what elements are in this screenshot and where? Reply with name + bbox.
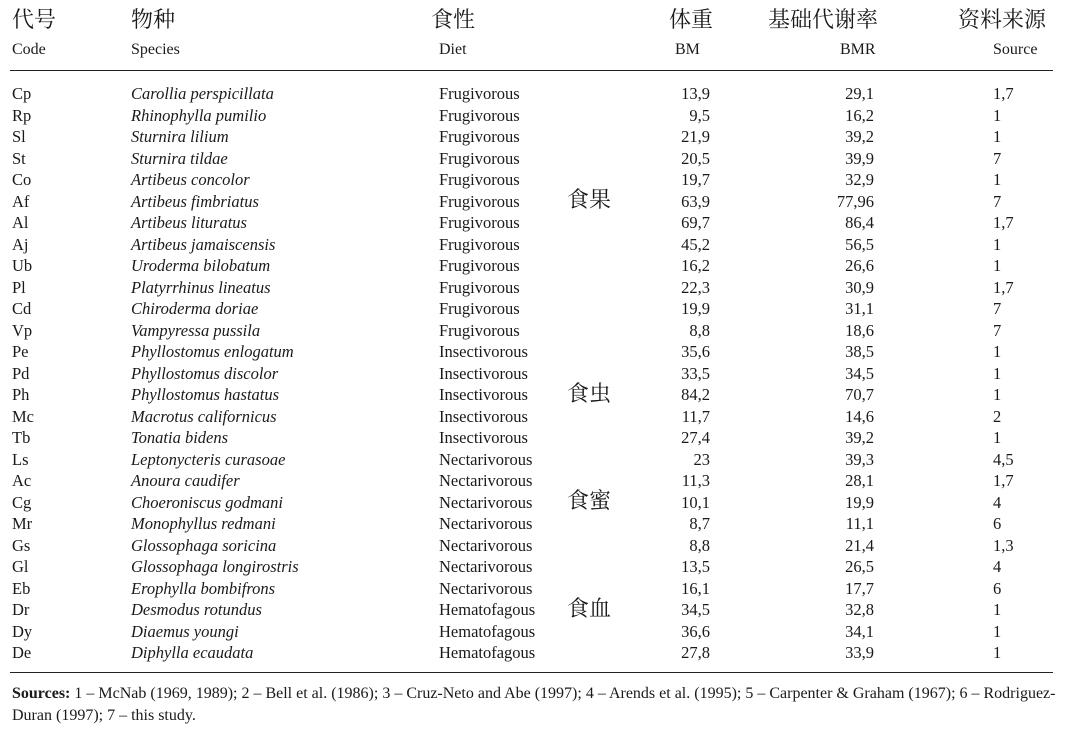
cell-bm: 8,8 xyxy=(689,320,710,340)
cell-diet: Insectivorous xyxy=(439,363,528,383)
cell-code: St xyxy=(12,148,26,168)
cell-bm: 35,6 xyxy=(681,342,710,361)
table-row xyxy=(0,148,1070,170)
header-source-cn: 资料来源 xyxy=(958,8,1047,33)
cell-code: Dy xyxy=(12,621,33,641)
cell-code: Af xyxy=(12,191,30,211)
cell-bmr: 32,9 xyxy=(845,170,874,189)
cell-bmr: 39,3 xyxy=(845,449,874,469)
cell-bmr: 17,7 xyxy=(845,578,874,598)
cell-diet: Nectarivorous xyxy=(439,557,533,576)
cell-diet: Nectarivorous xyxy=(439,449,533,469)
table-row xyxy=(0,277,1070,299)
cell-source: 1 xyxy=(993,170,1002,189)
cell-species: Erophylla bombifrons xyxy=(131,578,276,598)
header-rule xyxy=(10,70,1053,71)
table-row xyxy=(0,406,1070,428)
cell-code: Aj xyxy=(12,234,29,254)
cell-bmr: 34,1 xyxy=(845,621,874,641)
cell-source: 1 xyxy=(993,621,1002,641)
cell-bmr: 19,9 xyxy=(845,492,874,512)
cell-source: 1 xyxy=(993,342,1002,361)
cell-source: 4 xyxy=(993,557,1002,576)
cell-diet: Hematofagous xyxy=(439,643,536,662)
sources-footnote xyxy=(12,683,1057,726)
cell-species: Tonatia bidens xyxy=(131,428,229,447)
table-row xyxy=(0,470,1070,492)
cell-diet: Nectarivorous xyxy=(439,578,533,598)
table-row xyxy=(0,492,1070,514)
diet-group-label: 食血 xyxy=(567,596,612,622)
cell-species: Phyllostomus discolor xyxy=(131,363,279,383)
cell-species: Glossophaga longirostris xyxy=(131,557,299,576)
cell-source: 6 xyxy=(993,514,1002,533)
cell-bmr: 29,1 xyxy=(845,84,874,103)
table-row xyxy=(0,105,1070,127)
table-row xyxy=(0,427,1070,449)
cell-source: 1,7 xyxy=(993,471,1014,490)
cell-species: Vampyressa pussila xyxy=(131,320,261,340)
cell-bmr: 77,96 xyxy=(836,191,874,211)
cell-source: 1 xyxy=(993,385,1002,404)
cell-bmr: 39,2 xyxy=(845,428,874,447)
cell-source: 7 xyxy=(993,191,1002,211)
cell-bmr: 18,6 xyxy=(845,320,874,340)
cell-diet: Frugivorous xyxy=(439,299,520,318)
cell-diet: Frugivorous xyxy=(439,320,520,340)
cell-source: 1 xyxy=(993,256,1002,275)
table-row xyxy=(0,234,1070,256)
table-row xyxy=(0,642,1070,664)
cell-bm: 36,6 xyxy=(681,621,710,641)
cell-code: Rp xyxy=(12,105,32,125)
cell-source: 1,7 xyxy=(993,277,1014,297)
table-row xyxy=(0,535,1070,557)
header-species-en: Species xyxy=(131,41,180,58)
cell-code: Cd xyxy=(12,299,32,318)
table-row xyxy=(0,320,1070,342)
cell-bm: 16,2 xyxy=(681,256,710,275)
diet-group-label: 食虫 xyxy=(567,381,612,407)
table-row xyxy=(0,599,1070,621)
cell-species: Leptonycteris curasoae xyxy=(131,449,286,469)
cell-bm: 11,3 xyxy=(681,471,710,490)
cell-source: 1 xyxy=(993,643,1002,662)
cell-bm: 19,7 xyxy=(681,170,710,189)
cell-diet: Hematofagous xyxy=(439,600,536,619)
header-diet-cn: 食性 xyxy=(431,8,476,33)
cell-diet: Frugivorous xyxy=(439,191,520,211)
cell-diet: Frugivorous xyxy=(439,127,520,146)
cell-species: Chiroderma doriae xyxy=(131,299,259,318)
cell-bmr: 30,9 xyxy=(845,277,874,297)
cell-diet: Nectarivorous xyxy=(439,535,533,555)
cell-bmr: 31,1 xyxy=(845,299,874,318)
header-bmr-en: BMR xyxy=(840,41,876,58)
cell-bmr: 39,2 xyxy=(845,127,874,146)
table-row xyxy=(0,169,1070,191)
cell-code: Ph xyxy=(12,385,30,404)
cell-bmr: 34,5 xyxy=(845,363,874,383)
cell-species: Artibeus jamaiscensis xyxy=(131,234,276,254)
cell-species: Anoura caudifer xyxy=(131,471,240,490)
table-row xyxy=(0,255,1070,277)
cell-species: Choeroniscus godmani xyxy=(131,492,284,512)
cell-species: Phyllostomus enlogatum xyxy=(131,342,294,361)
cell-source: 1 xyxy=(993,428,1002,447)
cell-bm: 13,5 xyxy=(681,557,710,576)
cell-bm: 10,1 xyxy=(681,492,710,512)
cell-bmr: 38,5 xyxy=(845,342,874,361)
table-row xyxy=(0,556,1070,578)
cell-diet: Insectivorous xyxy=(439,385,528,404)
cell-source: 7 xyxy=(993,148,1002,168)
table-row xyxy=(0,83,1070,105)
header-source-en: Source xyxy=(993,41,1038,58)
cell-code: Co xyxy=(12,170,32,189)
cell-bm: 23 xyxy=(693,449,710,469)
cell-source: 6 xyxy=(993,578,1002,598)
cell-bm: 21,9 xyxy=(681,127,710,146)
header-bmr-cn: 基础代谢率 xyxy=(768,8,879,33)
table-row xyxy=(0,191,1070,213)
cell-bm: 34,5 xyxy=(681,600,710,619)
cell-bmr: 14,6 xyxy=(845,406,874,426)
cell-species: Glossophaga soricina xyxy=(131,535,277,555)
table-row xyxy=(0,341,1070,363)
header-bm-en: BM xyxy=(675,41,700,58)
cell-bm: 20,5 xyxy=(681,148,710,168)
cell-bm: 63,9 xyxy=(681,191,710,211)
cell-diet: Frugivorous xyxy=(439,84,520,103)
cell-source: 1 xyxy=(993,234,1002,254)
cell-bm: 11,7 xyxy=(681,406,710,426)
cell-bmr: 39,9 xyxy=(845,148,874,168)
cell-bm: 45,2 xyxy=(681,234,710,254)
cell-bmr: 32,8 xyxy=(845,600,874,619)
cell-diet: Frugivorous xyxy=(439,213,520,232)
cell-diet: Frugivorous xyxy=(439,148,520,168)
cell-species: Macrotus californicus xyxy=(131,406,277,426)
cell-species: Artibeus fimbriatus xyxy=(131,191,259,211)
cell-source: 4,5 xyxy=(993,449,1014,469)
diet-group-label: 食果 xyxy=(567,188,612,214)
table-row xyxy=(0,126,1070,148)
cell-source: 1,7 xyxy=(993,213,1014,232)
cell-source: 1 xyxy=(993,105,1002,125)
cell-bm: 84,2 xyxy=(681,385,710,404)
cell-bm: 22,3 xyxy=(681,277,710,297)
cell-code: Pe xyxy=(12,342,29,361)
cell-diet: Frugivorous xyxy=(439,234,520,254)
cell-bm: 13,9 xyxy=(681,84,710,103)
table-row xyxy=(0,513,1070,535)
header-code-en: Code xyxy=(12,41,46,58)
cell-bmr: 70,7 xyxy=(845,385,874,404)
cell-species: Uroderma bilobatum xyxy=(131,256,271,275)
cell-bmr: 28,1 xyxy=(845,471,874,490)
diet-group-label: 食蜜 xyxy=(567,489,612,515)
cell-code: Mc xyxy=(12,406,34,426)
cell-code: Tb xyxy=(12,428,31,447)
cell-bmr: 33,9 xyxy=(845,643,874,662)
cell-code: Cp xyxy=(12,84,32,103)
cell-source: 1,7 xyxy=(993,84,1014,103)
cell-bm: 8,8 xyxy=(689,535,710,555)
table-row xyxy=(0,298,1070,320)
cell-diet: Frugivorous xyxy=(439,256,520,275)
cell-diet: Nectarivorous xyxy=(439,514,533,533)
cell-source: 7 xyxy=(993,320,1002,340)
cell-bmr: 56,5 xyxy=(845,234,874,254)
header-code-cn: 代号 xyxy=(12,8,57,33)
cell-species: Rhinophylla pumilio xyxy=(131,105,267,125)
cell-diet: Insectivorous xyxy=(439,428,528,447)
cell-diet: Insectivorous xyxy=(439,406,528,426)
cell-species: Carollia perspicillata xyxy=(131,84,274,103)
cell-code: Eb xyxy=(12,578,31,598)
header-species-cn: 物种 xyxy=(131,8,176,33)
cell-source: 1 xyxy=(993,363,1002,383)
cell-species: Platyrrhinus lineatus xyxy=(131,277,271,297)
header-bm-cn: 体重 xyxy=(669,8,714,33)
cell-species: Artibeus lituratus xyxy=(131,213,247,232)
cell-species: Sturnira lilium xyxy=(131,127,229,146)
cell-bmr: 86,4 xyxy=(845,213,874,232)
cell-source: 1 xyxy=(993,127,1002,146)
cell-bmr: 16,2 xyxy=(845,105,874,125)
cell-code: Pd xyxy=(12,363,30,383)
table-row xyxy=(0,621,1070,643)
cell-bm: 27,4 xyxy=(681,428,710,447)
cell-diet: Insectivorous xyxy=(439,342,528,361)
cell-bm: 27,8 xyxy=(681,643,710,662)
cell-code: Mr xyxy=(12,514,33,533)
table-row xyxy=(0,363,1070,385)
cell-source: 1,3 xyxy=(993,535,1014,555)
cell-species: Monophyllus redmani xyxy=(131,514,276,533)
table-row xyxy=(0,449,1070,471)
sources-text: 1 – McNab (1969, 1989); 2 – Bell et al. (1986); 3 – Cruz-Neto and Abe (1997); 4 – Arends et al. (1995); 5 – Carpenter & Graham (1967); 6 – Rodriguez-Duran (1997); 7 – this study. xyxy=(12,685,1056,724)
cell-bmr: 21,4 xyxy=(845,535,874,555)
footer-rule xyxy=(10,672,1053,673)
cell-species: Desmodus rotundus xyxy=(131,600,262,619)
cell-code: Pl xyxy=(12,277,26,297)
table-row xyxy=(0,578,1070,600)
cell-code: Sl xyxy=(12,127,26,146)
cell-code: Gl xyxy=(12,557,29,576)
cell-diet: Nectarivorous xyxy=(439,471,533,490)
cell-diet: Nectarivorous xyxy=(439,492,533,512)
cell-bm: 9,5 xyxy=(689,105,710,125)
cell-code: Al xyxy=(12,213,29,232)
cell-source: 4 xyxy=(993,492,1002,512)
cell-code: Gs xyxy=(12,535,31,555)
cell-bm: 19,9 xyxy=(681,299,710,318)
cell-diet: Frugivorous xyxy=(439,105,520,125)
cell-bmr: 26,6 xyxy=(845,256,874,275)
cell-diet: Frugivorous xyxy=(439,277,520,297)
cell-species: Sturnira tildae xyxy=(131,148,228,168)
cell-species: Phyllostomus hastatus xyxy=(131,385,280,404)
cell-code: Ub xyxy=(12,256,33,275)
cell-diet: Frugivorous xyxy=(439,170,520,189)
cell-source: 1 xyxy=(993,600,1002,619)
cell-code: De xyxy=(12,643,32,662)
table-row xyxy=(0,384,1070,406)
cell-bm: 33,5 xyxy=(681,363,710,383)
cell-bm: 69,7 xyxy=(681,213,710,232)
cell-diet: Hematofagous xyxy=(439,621,536,641)
cell-code: Cg xyxy=(12,492,32,512)
cell-code: Dr xyxy=(12,600,30,619)
cell-code: Ls xyxy=(12,449,29,469)
cell-code: Vp xyxy=(12,320,33,340)
table-row xyxy=(0,212,1070,234)
sources-lead: Sources: xyxy=(12,685,71,702)
cell-species: Diaemus youngi xyxy=(131,621,239,641)
cell-code: Ac xyxy=(12,471,32,490)
cell-species: Diphylla ecaudata xyxy=(131,643,254,662)
header-diet-en: Diet xyxy=(439,41,467,58)
cell-bmr: 26,5 xyxy=(845,557,874,576)
cell-species: Artibeus concolor xyxy=(131,170,250,189)
cell-bm: 8,7 xyxy=(689,514,710,533)
table-body xyxy=(0,83,1070,664)
cell-bm: 16,1 xyxy=(681,578,710,598)
cell-source: 2 xyxy=(993,406,1002,426)
cell-source: 7 xyxy=(993,299,1002,318)
cell-bmr: 11,1 xyxy=(845,514,874,533)
